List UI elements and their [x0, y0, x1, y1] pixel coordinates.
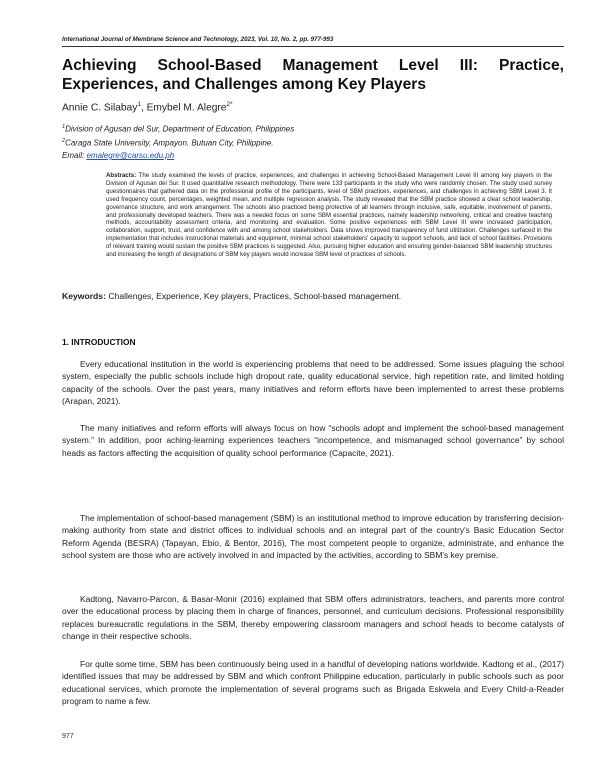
page-number: 977: [62, 733, 74, 740]
abstract-text: The study examined the levels of practice, experiences, and challenges in achieving School-Based Management Level III among key players in the Division of Agusan del Sur. It used quantitative research methodology. There were 133 participants in the study who were randomly chosen. The study used survey questionnaires that gathered data on the professional profile of the participants, level of SBM practices, experiences, and challenges in achieving SBM Level 3. It used frequency count, percentages, weighted mean, and multiple regression analysis. The study revealed that the SBM practice showed a clear school leadership, governance structure, and work arrangement. The schools also practiced being protective of all learners through inclusive, safe, equitable, involvement of parents, and professionally developed teachers. There was a needed focus on some SBM essential practices, namely leadership networking, critical and creative teaching methods, accountability assessment criteria, and monitoring and evaluation. Some positive experiences with SBM Level III were increased participation, collaboration, support, trust, and confidence with and among school stakeholders. Data shows improved transparency of fund utilization. Challenges surfaced in the implementation that includes instructional materials and equipment, minimal school stakeholders' capacity to support schools, and lack of school facilities. Provisions of relevant training would sustain the positive SBM practices is suggested. Also, pursuing higher education and ensuring gender-balanced SBM leadership structures and increasing the length of designations of SBM key players would increase SBM level of practices of schools.: [106, 172, 553, 259]
body-paragraph: The implementation of school-based management (SBM) is an institutional method to improve education by transferring decision-making authority from state and district offices to individual schools and an integral part of the country's Basic Education Sector Reform Agenda (BESRA) (Tapayan, Ebio, & Bentor, 2016), The most competent people to organize, administrate, and enhance the school system are those who are actively involved in and impacted by the activities, according to SBM's key premise.: [62, 513, 564, 561]
body-paragraph: For quite some time, SBM has been continuously being used in a handful of developing nations worldwide. Kadtong et al., (2017) identified issues that may be addressed by SBM and which confront Philippine education, particularly in public schools such as poor educational services, which promote the implementation of several programs such as Brigada Eskwela and Every Child-a-Reader program to name a few.: [62, 659, 564, 707]
author-separator: ,: [140, 102, 147, 114]
paper-title: Achieving School-Based Management Level III: Practice, Experiences, and Challenges among Key Players: [62, 57, 564, 93]
email-line: [62, 151, 174, 160]
author-affiliation-mark: 1: [137, 101, 141, 108]
keywords-text: Challenges, Experience, Key players, Practices, School-based management.: [108, 291, 402, 301]
keywords-label: Keywords:: [62, 291, 106, 301]
affiliation-mark: 2: [62, 138, 66, 144]
author-name: Emybel M. Alegre: [146, 102, 227, 114]
journal-header: International Journal of Membrane Science and Technology, 2023, Vol. 10, No. 2, pp. 977-993: [62, 36, 564, 47]
section-heading: 1. INTRODUCTION: [62, 337, 136, 347]
body-paragraph: The many initiatives and reform efforts will always focus on how “schools adopt and implement the school-based management system.” In addition, poor aching-learning experiences teachers “incompetence, and mismanaged school governance” by school heads as factors affecting the acquisition of quality school performance (Capacite, 2021).: [62, 423, 564, 458]
keywords: [62, 291, 401, 301]
email-link[interactable]: emalegre@carsu.edu.ph: [86, 151, 175, 160]
abstract-label: Abstracts:: [106, 172, 137, 179]
abstract: [106, 172, 552, 259]
affiliation: [62, 124, 294, 134]
author-name: Annie C. Silabay: [62, 102, 138, 114]
affiliation-text: Caraga State University, Ampayon. Butuan City, Philippine.: [65, 138, 274, 148]
author-list: [62, 101, 233, 113]
affiliation-mark: 1: [62, 124, 66, 130]
body-paragraph: Every educational institution in the world is experiencing problems that need to be addressed. Some issues plaguing the school system, especially the public schools include high dropout rate, quality educational service, high repetition rate, and limited holding capacity of the schools. Over the past years, many initiatives and reform efforts have been implemented to arrest these problems (Arapan, 2021).: [62, 359, 564, 407]
body-paragraph: Kadtong, Navarro-Parcon, & Basar-Monir (2016) explained that SBM offers administrators, teachers, and parents more control over the educational process by placing them in charge of finances, personnel, and curriculum decisions. Professional responsibility replaces bureaucratic regulations in the SBM, thereby empowering classroom managers and school heads to become catalysts of change in their respective schools.: [62, 594, 564, 642]
author-affiliation-mark: 2*: [226, 101, 233, 108]
affiliation: [62, 138, 273, 148]
affiliation-text: Division of Agusan del Sur, Department of Education, Philippines: [65, 124, 295, 134]
email-label: Email:: [62, 151, 87, 160]
